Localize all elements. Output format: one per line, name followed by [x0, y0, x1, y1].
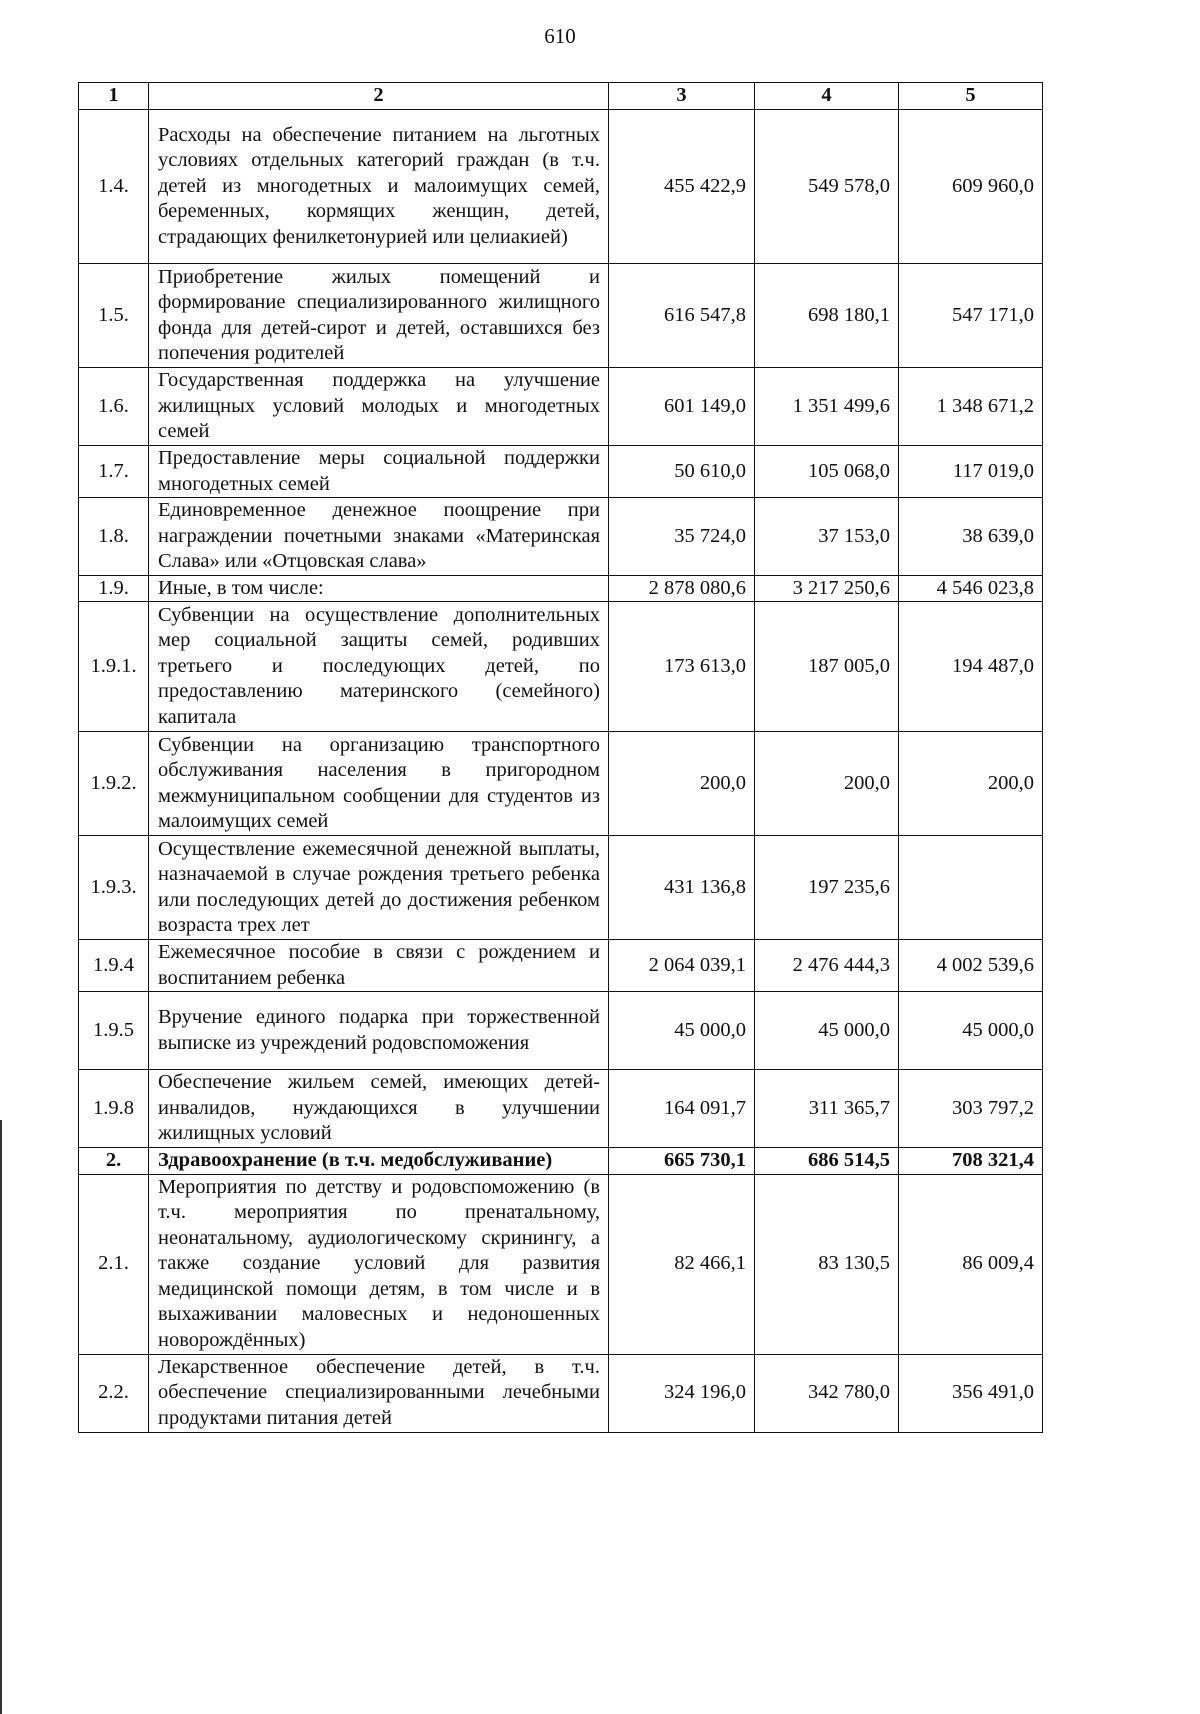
row-description: Ежемесячное пособие в связи с рождением и воспитанием ребенка — [149, 940, 609, 992]
value-col5: 708 321,4 — [899, 1148, 1043, 1175]
value-col5: 1 348 671,2 — [899, 368, 1043, 446]
row-description: Иные, в том числе: — [149, 575, 609, 602]
value-col3: 164 091,7 — [609, 1070, 755, 1148]
table-row — [79, 836, 1043, 940]
budget-table — [78, 82, 1043, 1433]
row-number: 2. — [79, 1148, 149, 1175]
value-col5: 303 797,2 — [899, 1070, 1043, 1148]
value-col5: 547 171,0 — [899, 264, 1043, 368]
row-number: 1.7. — [79, 446, 149, 498]
value-col4: 197 235,6 — [755, 836, 899, 940]
header-row — [79, 83, 1043, 110]
row-description: Мероприятия по детству и родовспоможению (в т.ч. мероприятия по пренатальному, неонатальному, аудиологическому скринингу, а также создание условий для развития медицинской помощи детям, в том числе и в выхаживании маловесных и недоношенных новорождённых) — [149, 1174, 609, 1354]
value-col5: 194 487,0 — [899, 602, 1043, 732]
row-description: Лекарственное обеспечение детей, в т.ч. обеспечение специализированными лечебными продуктами питания детей — [149, 1354, 609, 1432]
column-header: 3 — [609, 83, 755, 110]
row-number: 2.2. — [79, 1354, 149, 1432]
value-col3: 35 724,0 — [609, 498, 755, 576]
value-col4: 549 578,0 — [755, 110, 899, 264]
value-col5: 609 960,0 — [899, 110, 1043, 264]
row-description: Расходы на обеспечение питанием на льготных условиях отдельных категорий граждан (в т.ч. детей из многодетных и малоимущих семей, беременных, кормящих женщин, детей, страдающих фенилкетонурией или целиакией) — [149, 110, 609, 264]
table-row — [79, 940, 1043, 992]
value-col5: 356 491,0 — [899, 1354, 1043, 1432]
value-col4: 37 153,0 — [755, 498, 899, 576]
value-col3: 82 466,1 — [609, 1174, 755, 1354]
value-col3: 665 730,1 — [609, 1148, 755, 1175]
value-col4: 1 351 499,6 — [755, 368, 899, 446]
scan-edge-line — [0, 1120, 2, 1714]
table-row — [79, 602, 1043, 732]
row-description: Вручение единого подарка при торжественной выписке из учреждений родовспоможения — [149, 992, 609, 1070]
page-number: 610 — [544, 24, 576, 48]
row-number: 1.4. — [79, 110, 149, 264]
value-col4: 2 476 444,3 — [755, 940, 899, 992]
row-number: 1.8. — [79, 498, 149, 576]
row-number: 1.9.5 — [79, 992, 149, 1070]
row-number: 1.6. — [79, 368, 149, 446]
table-row — [79, 575, 1043, 602]
row-description: Здравоохранение (в т.ч. медобслуживание) — [149, 1148, 609, 1175]
table-row — [79, 264, 1043, 368]
value-col4: 342 780,0 — [755, 1354, 899, 1432]
value-col5: 4 546 023,8 — [899, 575, 1043, 602]
row-number: 1.9.3. — [79, 836, 149, 940]
value-col3: 45 000,0 — [609, 992, 755, 1070]
value-col4: 200,0 — [755, 732, 899, 836]
table-row — [79, 1174, 1043, 1354]
row-description: Приобретение жилых помещений и формирование специализированного жилищного фонда для детей-сирот и детей, оставшихся без попечения родителей — [149, 264, 609, 368]
value-col3: 2 064 039,1 — [609, 940, 755, 992]
row-description: Единовременное денежное поощрение при награждении почетными знаками «Материнская Слава» или «Отцовская слава» — [149, 498, 609, 576]
row-number: 1.9.4 — [79, 940, 149, 992]
column-header: 5 — [899, 83, 1043, 110]
value-col5: 117 019,0 — [899, 446, 1043, 498]
table-row — [79, 110, 1043, 264]
row-description: Субвенции на организацию транспортного обслуживания населения в пригородном межмуниципальном сообщении для студентов из малоимущих семей — [149, 732, 609, 836]
row-number: 1.9.2. — [79, 732, 149, 836]
value-col4: 187 005,0 — [755, 602, 899, 732]
column-header: 4 — [755, 83, 899, 110]
row-description: Обеспечение жильем семей, имеющих детей-инвалидов, нуждающихся в улучшении жилищных условий — [149, 1070, 609, 1148]
value-col4: 698 180,1 — [755, 264, 899, 368]
row-description: Предоставление меры социальной поддержки многодетных семей — [149, 446, 609, 498]
table-row — [79, 1354, 1043, 1432]
row-description: Государственная поддержка на улучшение жилищных условий молодых и многодетных семей — [149, 368, 609, 446]
column-header: 2 — [149, 83, 609, 110]
value-col5: 4 002 539,6 — [899, 940, 1043, 992]
value-col5: 45 000,0 — [899, 992, 1043, 1070]
table-row — [79, 992, 1043, 1070]
row-description: Осуществление ежемесячной денежной выплаты, назначаемой в случае рождения третьего ребенка или последующих детей до достижения ребенком возраста трех лет — [149, 836, 609, 940]
row-number: 1.9. — [79, 575, 149, 602]
value-col3: 50 610,0 — [609, 446, 755, 498]
value-col5: 200,0 — [899, 732, 1043, 836]
table-row — [79, 498, 1043, 576]
value-col4: 3 217 250,6 — [755, 575, 899, 602]
table-row — [79, 1148, 1043, 1175]
row-number: 1.9.1. — [79, 602, 149, 732]
row-number: 1.5. — [79, 264, 149, 368]
value-col3: 431 136,8 — [609, 836, 755, 940]
value-col3: 324 196,0 — [609, 1354, 755, 1432]
value-col3: 601 149,0 — [609, 368, 755, 446]
table-row — [79, 732, 1043, 836]
value-col5 — [899, 836, 1043, 940]
value-col3: 200,0 — [609, 732, 755, 836]
table-row — [79, 446, 1043, 498]
value-col4: 686 514,5 — [755, 1148, 899, 1175]
value-col4: 311 365,7 — [755, 1070, 899, 1148]
value-col5: 86 009,4 — [899, 1174, 1043, 1354]
value-col4: 45 000,0 — [755, 992, 899, 1070]
row-number: 2.1. — [79, 1174, 149, 1354]
value-col3: 173 613,0 — [609, 602, 755, 732]
column-header: 1 — [79, 83, 149, 110]
value-col4: 83 130,5 — [755, 1174, 899, 1354]
value-col3: 455 422,9 — [609, 110, 755, 264]
table-row — [79, 368, 1043, 446]
row-number: 1.9.8 — [79, 1070, 149, 1148]
value-col5: 38 639,0 — [899, 498, 1043, 576]
value-col3: 2 878 080,6 — [609, 575, 755, 602]
value-col3: 616 547,8 — [609, 264, 755, 368]
value-col4: 105 068,0 — [755, 446, 899, 498]
table-row — [79, 1070, 1043, 1148]
row-description: Субвенции на осуществление дополнительных мер социальной защиты семей, родивших третьего и последующих детей, по предоставлению материнского (семейного) капитала — [149, 602, 609, 732]
